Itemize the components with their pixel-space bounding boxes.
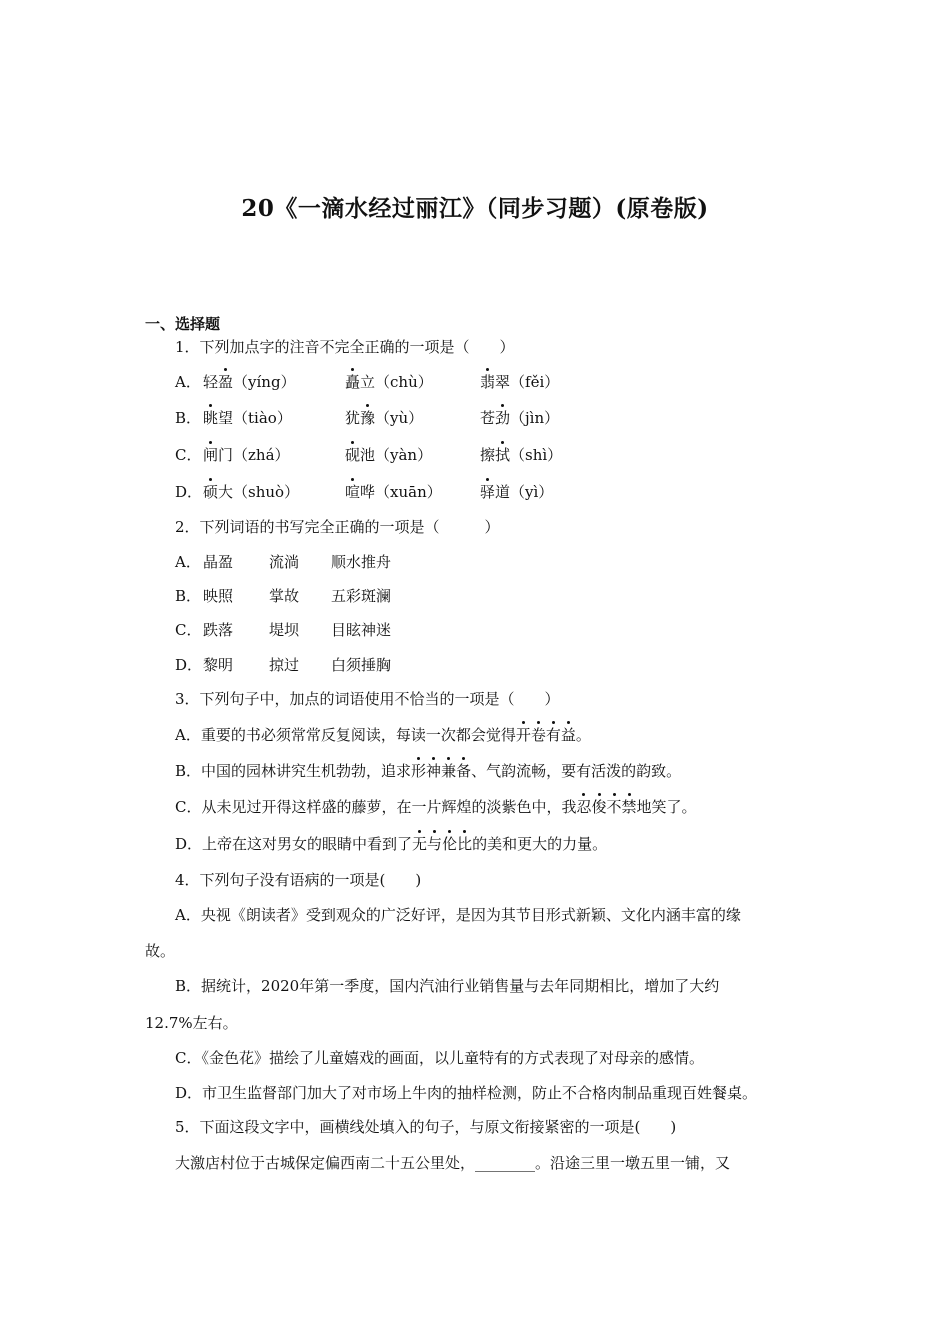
option-item: 喧哗（xuān） [345, 483, 442, 501]
option-item: 矗立（chù） [345, 373, 433, 391]
question-4-stem: 4．下列句子没有语病的一项是( ) [175, 871, 422, 889]
option-item: 翡翠（fěi） [480, 373, 560, 391]
option-item: 砚池（yàn） [345, 446, 433, 464]
question-2-option-a: A． 晶盈 流淌 顺水推舟 [175, 553, 392, 571]
question-4-option-a: A．央视《朗读者》受到观众的广泛好评，是因为其节目形式新颖、文化内涵丰富的缘 [175, 906, 741, 924]
question-4-option-b: B．据统计，2020年第一季度，国内汽油行业销售量与去年同期相比，增加了大约 [175, 977, 720, 995]
question-4-option-b-cont: 12.7%左右。 [145, 1014, 238, 1032]
question-5-passage: 大激店村位于古城保定偏西南二十五公里处，________。沿途三里一墩五里一铺，又 [175, 1154, 731, 1172]
option-item: 硕大（shuò） [203, 483, 300, 501]
option-item: 轻盈（yíng） [203, 373, 296, 391]
page-title: 20《一滴水经过丽江》（同步习题）(原卷版) [241, 195, 709, 222]
question-3-option-c: C．从未见过开得这样盛的藤萝，在一片辉煌的淡紫色中，我忍俊不禁地笑了。 [175, 798, 697, 816]
question-5-stem: 5．下面这段文字中，画横线处填入的句子，与原文衔接紧密的一项是( ) [175, 1118, 677, 1136]
question-4-option-d: D．市卫生监督部门加大了对市场上牛肉的抽样检测，防止不合格肉制品重现百姓餐桌。 [175, 1084, 758, 1102]
question-2-option-c: C． 跌落 堤坝 目眩神迷 [175, 621, 392, 639]
option-item: 犹豫（yù） [345, 409, 424, 427]
question-4-option-c: C．《金色花》描绘了儿童嬉戏的画面，以儿童特有的方式表现了对母亲的感情。 [175, 1049, 704, 1067]
question-1-stem: 1．下列加点字的注音不完全正确的一项是（ ） [175, 338, 515, 356]
question-3-option-a: A．重要的书必须常常反复阅读，每读一次都会觉得开卷有益。 [175, 726, 591, 744]
question-3-option-b: B．中国的园林讲究生机勃勃，追求形神兼备、气韵流畅，要有活泼的韵致。 [175, 762, 682, 780]
question-3-option-d: D．上帝在这对男女的眼睛中看到了无与伦比的美和更大的力量。 [175, 835, 608, 853]
option-item: 擦拭（shì） [480, 446, 563, 464]
option-item: 苍劲（jìn） [480, 409, 560, 427]
option-item: 眺望（tiào） [203, 409, 292, 427]
question-1-option-c: C． 闸门（zhá） 砚池（yàn） 擦拭（shì） [175, 446, 563, 464]
answer-blank: ________ [475, 1154, 536, 1172]
question-4-option-a-cont: 故。 [145, 942, 176, 960]
question-1-option-d: D． 硕大（shuò） 喧哗（xuān） 驿道（yì） [175, 483, 554, 501]
option-item: 闸门（zhá） [203, 446, 290, 464]
question-2-stem: 2．下列词语的书写完全正确的一项是（ ） [175, 518, 500, 536]
question-1-option-a: A． 轻盈（yíng） 矗立（chù） 翡翠（fěi） [175, 373, 560, 391]
option-item: 驿道（yì） [480, 483, 554, 501]
question-2-option-d: D． 黎明 掠过 白须捶胸 [175, 656, 392, 674]
section-heading: 一、选择题 [145, 315, 221, 333]
question-2-option-b: B． 映照 掌故 五彩斑澜 [175, 587, 392, 605]
question-1-option-b: B． 眺望（tiào） 犹豫（yù） 苍劲（jìn） [175, 409, 560, 427]
question-3-stem: 3．下列句子中，加点的词语使用不恰当的一项是（ ） [175, 690, 560, 708]
